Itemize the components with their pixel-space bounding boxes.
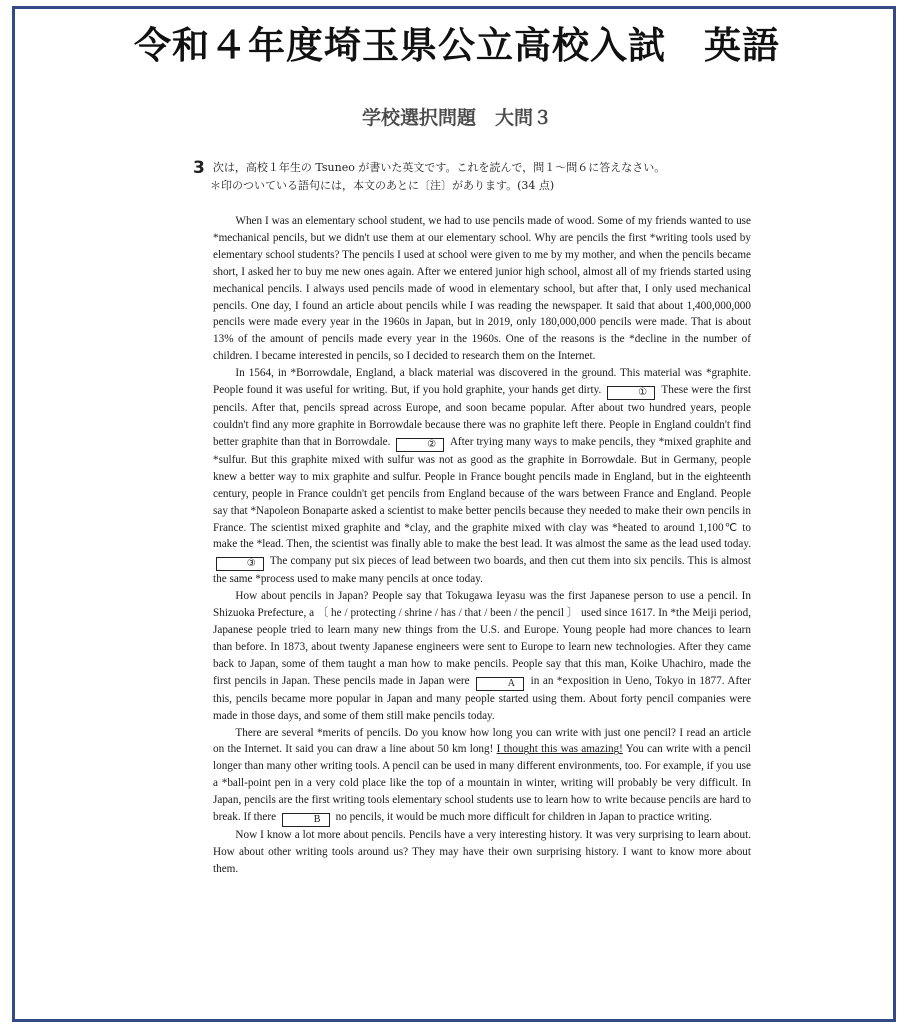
paragraph-4-part-a: There are several *merits of pencils. Do you know how long you can write with just one pencil? I read an article on the Internet. It said you can draw a line about 50 km long! — [213, 726, 751, 756]
paragraph-1: When I was an elementary school student, we had to use pencils made of wood. Some of my friends wanted to use *mechanical pencils, but we didn't use them at our elementary school. Why are pencils the first *writing tools used by elementary school students? The pencils I used at school were given to me by my mother, and when the pencils became short, I asked her to buy me new ones again. After we entered junior high school, almost all of my friends started using mechanical pencils. I always used pencils made of wood in elementary school, but after that, I only used mechanical pencils. One day, I found an article about pencils while I was reading the newspaper. It said that about 1,400,000,000 pencils were made every year in the 1960s in Japan, but in 2019, only 180,000,000 pencils were made. That is about 13% of the amount of pencils made every year in the 1960s. One of the reasons is the *decline in the number of children. I became interested in pencils, so I decided to research them on the Internet. — [213, 215, 751, 363]
question-number: 3 — [193, 158, 205, 178]
blank-a: A — [476, 677, 524, 691]
question-instruction-line2: ＊印のついている語句には，本文のあとに〔注〕があります。(34 点) — [210, 179, 555, 192]
paragraph-2-part-b: These were the first pencils. After that, pencils spread across Europe, and soon became popular. After about two hundred years, people couldn't find any more graphite in Borrowdale because there was no graphite left there. People in England couldn't find better graphite than that in Borrowdale. — [213, 384, 751, 448]
page-subtitle: 学校選択問題 大問３ — [361, 107, 552, 129]
paragraph-4-part-b: You can write with a pencil longer than many other writing tools. A pencil can be used in many different environments, too. For example, if you use a *ball-point pen in a very cold place like the top of a mountain in winter, writing will probably be very difficult. In Japan, pencils are the first writing tools elementary school students use to learn how to write because pencils are hard to break. If there — [213, 743, 752, 824]
paragraph-2-part-a: In 1564, in *Borrowdale, England, a black material was discovered in the ground. This material was *graphite. People found it was useful for writing. But, if you hold graphite, your hands get dirty. — [213, 367, 751, 397]
passage — [213, 213, 751, 878]
blank-2: ② — [396, 438, 444, 452]
paragraph-3-part-a: How about pencils in Japan? People say that Tokugawa Ieyasu was the first Japanese person to use a pencil. In Shizuoka Prefecture, a 〔 he / protecting / shrine / has / that / been / the pencil 〕 used since 1617. In *the Meiji period, Japanese people tried to learn many new things from the U.S. and Europe. Young people had more chances to learn than before. In 1873, about twenty Japanese engineers were sent to Europe to learn new technologies. After they came back to Japan, some of them taught a man how to make pencils. People say that this man, Koike Uhachiro, made the first pencils in Japan. These pencils made in Japan were — [213, 590, 751, 687]
blank-b: B — [282, 813, 330, 827]
underlined-sentence: I thought this was amazing! — [496, 743, 623, 756]
paragraph-2-part-d: The company put six pieces of lead between two boards, and then cut them into six pencils. This is almost the same *process used to make many pencils at once today. — [213, 555, 751, 586]
paragraph-2-part-c: After trying many ways to make pencils, they *mixed graphite and *sulfur. But this graphite mixed with sulfur was not as good as the graphite in Borrowdale. But in Germany, people knew a better way to mix graphite and sulfur. People in France bought pencils made in England, but in the eighteenth century, people in France couldn't get pencils from England because of the wars between France and England. People say that *Napoleon Bonaparte asked a scientist to make better pencils because they needed to make their own pencils in France. The scientist mixed graphite and *clay, and the graphite mixed with clay was *heated to around 1,100℃ to make the *lead. Then, the scientist was finally able to make the best lead. It was almost the same as the lead used today. — [213, 435, 752, 551]
question-header — [193, 159, 753, 194]
page-frame — [12, 6, 896, 1022]
blank-3: ③ — [216, 557, 264, 571]
page-title: 令和４年度埼玉県公立高校入試 英語 — [134, 24, 780, 67]
paragraph-2 — [213, 365, 751, 588]
paragraph-5: Now I know a lot more about pencils. Pencils have a very interesting history. It was very surprising to learn about. How about other writing tools around us? They may have their own surprising history. I want to know more about them. — [213, 829, 751, 875]
paragraph-4-part-c: no pencils, it would be much more difficult for children in Japan to practice writing. — [335, 811, 712, 824]
blank-1: ① — [607, 386, 655, 400]
paragraph-3-part-b: in an *exposition in Ueno, Tokyo in 1877. After this, pencils became more popular in Japan and many people started using them. About forty pencil companies were made in those days, and some of them still make pencils today. — [213, 674, 751, 722]
paragraph-4 — [213, 725, 751, 828]
paragraph-3 — [213, 588, 751, 724]
instruction-text-1: 次は，高校１年生の Tsuneo が書いた英文です。これを読んで，問１～問６に答えなさい。 — [212, 161, 666, 174]
question-instruction-line1 — [193, 159, 753, 177]
